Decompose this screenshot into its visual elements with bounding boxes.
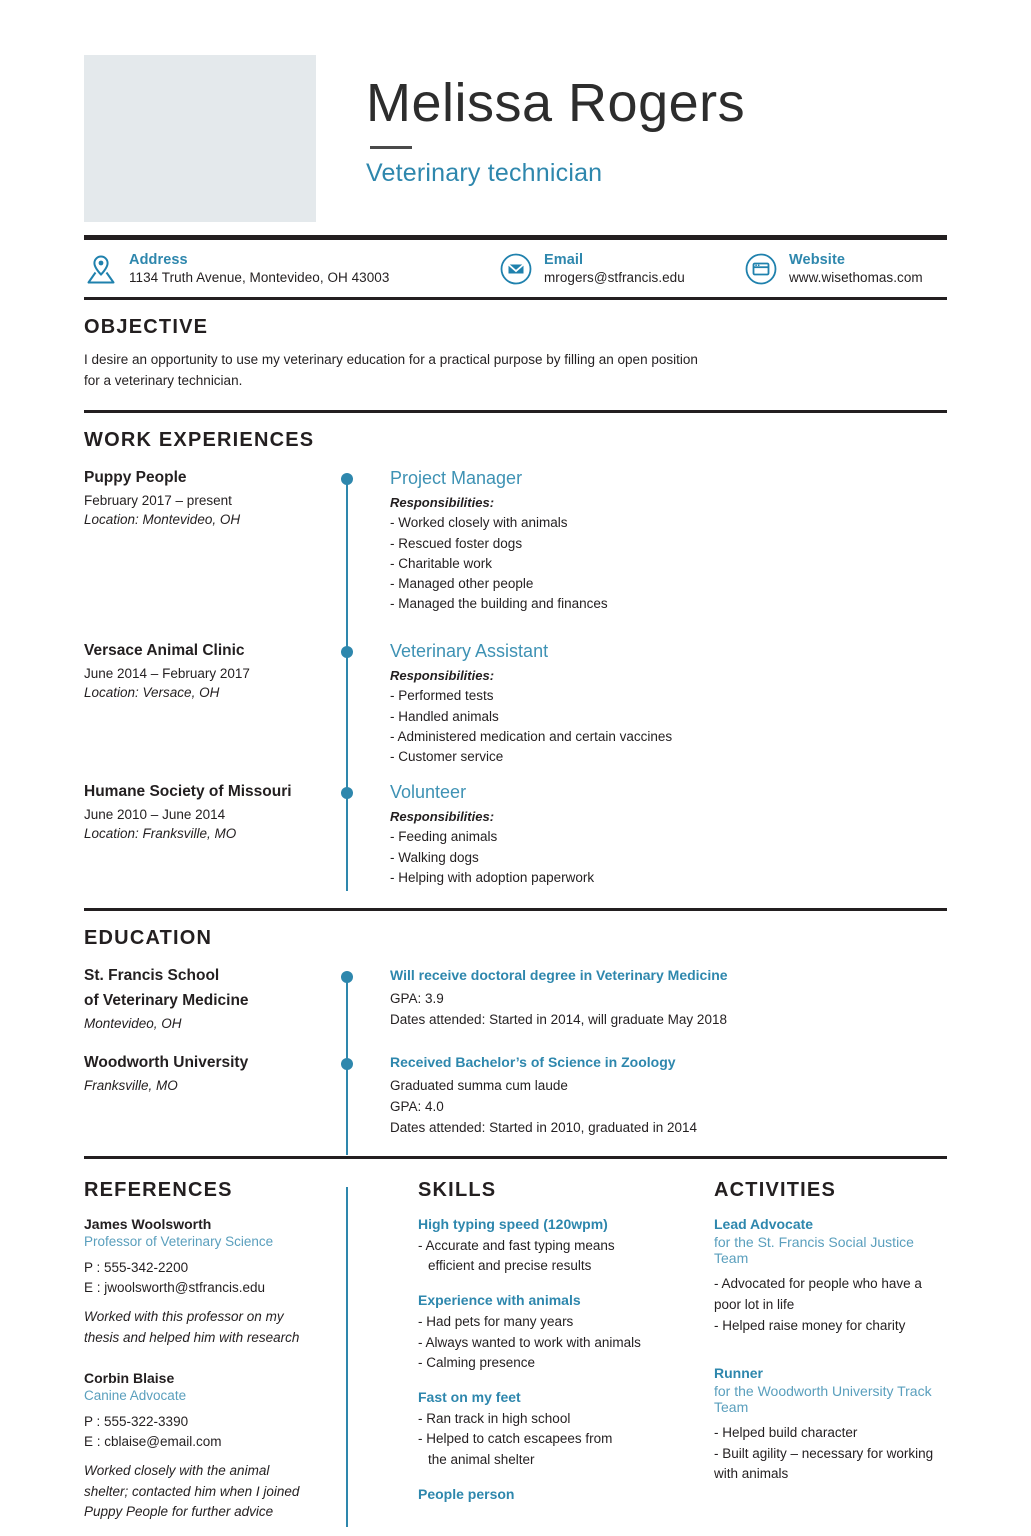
reference-role: Professor of Veterinary Science: [84, 1233, 274, 1249]
activity-bullet: - Advocated for people who have a poor lot in life: [714, 1275, 922, 1312]
reference-email[interactable]: E : cblaise@email.com: [84, 1434, 222, 1450]
reference-role: Canine Advocate: [84, 1387, 187, 1403]
work-entry-right: [346, 641, 947, 782]
education-entry-left: [84, 1053, 346, 1146]
skill-title: Fast on my feet: [418, 1389, 521, 1406]
work-entry: [84, 782, 947, 892]
contact-item-website[interactable]: [744, 252, 923, 286]
activity-title: Runner: [714, 1364, 763, 1381]
work-entry-left: [84, 468, 346, 641]
timeline-dot: [341, 1058, 353, 1070]
activity-bullet: - Helped raise money for charity: [714, 1317, 906, 1333]
page-title: Melissa Rogers: [366, 73, 746, 133]
skill-group: [418, 1292, 652, 1373]
reference-note-line: shelter; contacted him when I joined: [84, 1483, 300, 1499]
photo-placeholder: [84, 55, 316, 222]
work-entry-left: [84, 641, 346, 782]
contact-label-address: Address: [129, 252, 188, 269]
objective-line-2: for a veterinary technician.: [84, 372, 243, 388]
reference-note-line: Puppy People for further advice: [84, 1503, 274, 1519]
reference-email[interactable]: E : jwoolsworth@stfrancis.edu: [84, 1280, 266, 1296]
education-entry: [84, 1053, 947, 1146]
work-entry-right: [346, 468, 947, 641]
work-org: Puppy People: [84, 468, 187, 486]
header-text-block: [316, 55, 947, 188]
education-timeline-wrap: [84, 966, 947, 1146]
work-role: Volunteer: [390, 781, 467, 802]
section-heading-skills: SKILLS: [418, 1178, 497, 1201]
skill-bullet: - Accurate and fast typing means: [418, 1237, 615, 1253]
work-bullet: - Administered medication and certain vaccines: [390, 728, 673, 744]
work-dates: June 2014 – February 2017: [84, 665, 250, 681]
education-detail: Dates attended: Started in 2010, graduated in 2014: [390, 1119, 697, 1135]
activity-group: [714, 1365, 947, 1486]
section-heading-activities: ACTIVITIES: [714, 1178, 837, 1201]
skill-title: High typing speed (120wpm): [418, 1215, 608, 1232]
work-entry: [84, 641, 947, 782]
timeline-dot: [341, 787, 353, 799]
education-degree: Will receive doctoral degree in Veterinary Medicine: [390, 966, 728, 983]
section-objective: [0, 300, 1031, 410]
reference-entry: [84, 1216, 352, 1348]
work-dates: June 2010 – June 2014: [84, 806, 226, 822]
work-entry: [84, 468, 947, 641]
activity-bullet: - Built agility – necessary for working with animals: [714, 1445, 934, 1482]
contact-value-email: mrogers@stfrancis.edu: [544, 269, 685, 285]
education-detail: GPA: 4.0: [390, 1098, 444, 1114]
responsibilities-label: Responsibilities:: [390, 495, 495, 511]
contact-bar: [0, 240, 1031, 297]
section-references: [84, 1179, 380, 1536]
skill-bullet: the animal shelter: [428, 1451, 535, 1467]
reference-entry: [84, 1370, 352, 1522]
skill-title: People person: [418, 1485, 515, 1502]
work-role: Project Manager: [390, 467, 523, 488]
education-location: Montevideo, OH: [84, 1015, 182, 1031]
work-role: Veterinary Assistant: [390, 640, 549, 661]
activity-group: [714, 1216, 947, 1337]
education-detail: Graduated summa cum laude: [390, 1078, 568, 1094]
timeline-dot: [341, 473, 353, 485]
work-org: Humane Society of Missouri: [84, 782, 292, 800]
reference-note-line: Worked closely with the animal: [84, 1463, 270, 1479]
work-bullet: - Rescued foster dogs: [390, 535, 523, 551]
timeline-dot: [341, 971, 353, 983]
section-education: [0, 911, 1031, 1146]
education-entry-right: [346, 966, 947, 1053]
reference-name: James Woolsworth: [84, 1215, 212, 1232]
contact-item-address[interactable]: [84, 252, 499, 286]
skill-group: [418, 1486, 652, 1502]
education-entry: [84, 966, 947, 1053]
education-entry-right: [346, 1053, 947, 1146]
skill-group: [418, 1216, 652, 1277]
work-location: Location: Versace, OH: [84, 684, 220, 700]
work-location: Location: Franksville, MO: [84, 825, 237, 841]
section-work-experiences: [0, 413, 1031, 892]
work-bullet: - Worked closely with animals: [390, 515, 568, 531]
activity-title: Lead Advocate: [714, 1215, 814, 1232]
education-location: Franksville, MO: [84, 1077, 178, 1093]
work-entry-right: [346, 782, 947, 892]
skill-bullet: - Always wanted to work with animals: [418, 1334, 641, 1350]
contact-value-website: www.wisethomas.com: [789, 269, 923, 285]
work-bullet: - Walking dogs: [390, 849, 479, 865]
section-heading-work: WORK EXPERIENCES: [84, 428, 315, 451]
title-divider: [370, 146, 412, 149]
reference-note-line: thesis and helped him with research: [84, 1329, 300, 1345]
work-bullet: - Performed tests: [390, 688, 494, 704]
work-org: Versace Animal Clinic: [84, 641, 245, 659]
skill-bullet: efficient and precise results: [428, 1258, 592, 1274]
education-org-line2: of Veterinary Medicine: [84, 991, 249, 1009]
reference-name: Corbin Blaise: [84, 1369, 175, 1386]
work-dates: February 2017 – present: [84, 492, 232, 508]
section-heading-references: REFERENCES: [84, 1178, 233, 1201]
work-bullet: - Feeding animals: [390, 829, 498, 845]
reference-phone[interactable]: P : 555-342-2200: [84, 1259, 189, 1275]
reference-note-line: Worked with this professor on my: [84, 1309, 284, 1325]
skill-title: Experience with animals: [418, 1292, 581, 1309]
section-activities: [676, 1179, 947, 1536]
activity-subtitle: for the Woodworth University Track Team: [714, 1382, 932, 1415]
contact-value-address: 1134 Truth Avenue, Montevideo, OH 43003: [129, 269, 390, 285]
work-bullet: - Managed other people: [390, 576, 534, 592]
contact-label-website: Website: [789, 252, 846, 269]
contact-item-email[interactable]: [499, 252, 744, 286]
section-skills: [380, 1179, 676, 1536]
section-heading-objective: OBJECTIVE: [84, 316, 209, 338]
education-detail: GPA: 3.9: [390, 991, 444, 1007]
skill-bullet: - Helped to catch escapees from: [418, 1431, 613, 1447]
resume-header: [0, 0, 1031, 222]
location-pin-icon: [84, 252, 118, 286]
activity-subtitle: for the St. Francis Social Justice Team: [714, 1233, 914, 1266]
timeline-dot: [341, 646, 353, 658]
responsibilities-label: Responsibilities:: [390, 668, 495, 684]
education-detail: Dates attended: Started in 2014, will graduate May 2018: [390, 1011, 727, 1027]
browser-window-icon: [744, 252, 778, 286]
bottom-columns: [0, 1159, 1031, 1536]
responsibilities-label: Responsibilities:: [390, 809, 495, 825]
work-bullet: - Handled animals: [390, 708, 499, 724]
education-degree: Received Bachelor’s of Science in Zoology: [390, 1053, 676, 1070]
reference-phone[interactable]: P : 555-322-3390: [84, 1413, 189, 1429]
objective-line-1: I desire an opportunity to use my veterinary education for a practical purpose by filling an open position: [84, 352, 698, 367]
education-org: Woodworth University: [84, 1053, 249, 1071]
job-title: Veterinary technician: [366, 158, 603, 187]
skill-bullet: - Ran track in high school: [418, 1411, 571, 1427]
work-bullet: - Helping with adoption paperwork: [390, 869, 595, 885]
section-heading-education: EDUCATION: [84, 926, 213, 949]
contact-label-email: Email: [544, 252, 584, 269]
skill-bullet: - Had pets for many years: [418, 1314, 574, 1330]
education-org: St. Francis School: [84, 966, 220, 984]
envelope-icon: [499, 252, 533, 286]
work-location: Location: Montevideo, OH: [84, 511, 241, 527]
work-bullet: - Customer service: [390, 749, 504, 765]
work-entry-left: [84, 782, 346, 892]
skill-group: [418, 1389, 652, 1470]
work-bullet: - Charitable work: [390, 555, 493, 571]
skill-bullet: - Calming presence: [418, 1354, 536, 1370]
education-entry-left: [84, 966, 346, 1053]
activity-bullet: - Helped build character: [714, 1424, 858, 1440]
work-timeline-wrap: [84, 468, 947, 892]
work-bullet: - Managed the building and finances: [390, 596, 608, 612]
